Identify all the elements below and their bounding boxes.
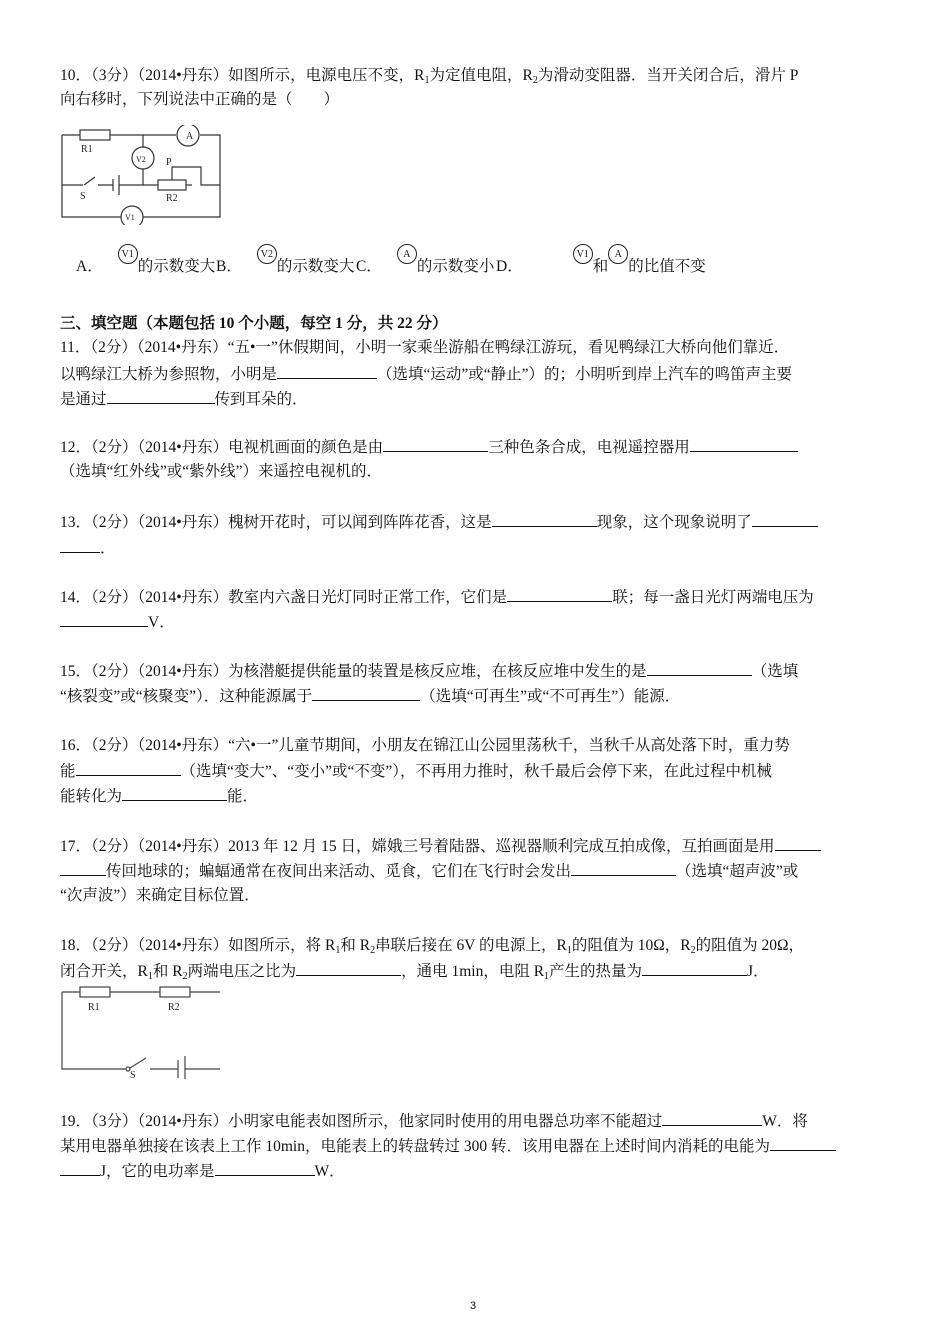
- q16-line2: [60, 761, 772, 782]
- q19-line3: [60, 1161, 345, 1182]
- q17-line2: [60, 861, 798, 882]
- page-number: 3: [470, 1300, 477, 1312]
- text: 以鸭绿江大桥为参照物，小明是: [60, 366, 278, 383]
- option-text: 的示数变大: [276, 258, 355, 275]
- text: 串联后接在 6V 的电源上，R: [375, 937, 567, 954]
- text: 和 R: [152, 963, 183, 980]
- text: 14．（2分）（2014•丹东）教室内六盏日光灯同时正常工作，它们是: [60, 589, 508, 606]
- option-text: 的示数变小: [416, 258, 495, 275]
- label-r2: R2: [166, 193, 178, 204]
- ammeter-icon: A: [397, 244, 417, 264]
- label-r1: R1: [81, 144, 93, 155]
- sub: 1: [424, 75, 430, 86]
- section-heading: 三、填空题（本题包括 10 个小题，每空 1 分，共 22 分）: [60, 315, 448, 332]
- text: 传到耳朵的．: [214, 391, 308, 408]
- answer-blank[interactable]: [60, 612, 148, 627]
- option-a[interactable]: [76, 249, 216, 278]
- q10-line2: 向右移时，下列说法中正确的是（ ）: [60, 91, 340, 108]
- text: （选填“运动”或“静止”）的；小明听到岸上汽车的鸣笛声主要: [377, 366, 793, 383]
- answer-blank[interactable]: [312, 686, 420, 701]
- sub: 2: [370, 945, 376, 956]
- answer-blank[interactable]: [296, 961, 401, 976]
- q15-line1: [60, 661, 798, 682]
- label-p: P: [166, 157, 172, 168]
- voltmeter-v2-icon: V2: [257, 244, 277, 264]
- switch-blade: [130, 1058, 146, 1068]
- label-s: S: [80, 191, 86, 202]
- text: （选填“变大”、“变小”或“不变”），不再用力推时，秋千最后会停下来，在此过程中机械: [180, 763, 773, 780]
- text: 能: [60, 763, 76, 780]
- text: 15．（2分）（2014•丹东）为核潜艇提供能量的装置是核反应堆，在核反应堆中发生的是: [60, 663, 647, 680]
- answer-blank[interactable]: [492, 512, 597, 527]
- option-label: D．: [496, 258, 523, 275]
- q19-line2: [60, 1136, 836, 1157]
- text: 12．（2分）（2014•丹东）电视机画面的颜色是由: [60, 439, 384, 456]
- q11-line2: [60, 364, 792, 385]
- q14-line2: [60, 612, 175, 633]
- text: 19．（3分）（2014•丹东）小明家电能表如图所示，他家同时使用的用电器总功率不能超过: [60, 1113, 663, 1130]
- answer-blank[interactable]: [770, 1136, 836, 1151]
- text: （选填“超声波”或: [676, 863, 799, 880]
- text: 为滑动变阻器．当开关闭合后，滑片 P: [537, 67, 799, 84]
- q13-line1: [60, 512, 818, 533]
- text: 10．（3分）（2014•丹东）如图所示，电源电压不变，R: [60, 67, 425, 84]
- answer-blank-cont[interactable]: [60, 538, 100, 553]
- sub: 2: [532, 75, 538, 86]
- resistor-r1: [80, 130, 110, 140]
- q13-line2: [60, 538, 116, 559]
- label-r2: R2: [168, 1002, 180, 1013]
- option-text: 的比值不变: [628, 258, 706, 275]
- q11-line3: [60, 389, 308, 410]
- text: 为定值电阻，R: [429, 67, 533, 84]
- text: 闭合开关，R: [60, 963, 148, 980]
- answer-blank[interactable]: [647, 661, 752, 676]
- answer-blank-cont[interactable]: [60, 1161, 100, 1176]
- text: 传回地球的；蝙蝠通常在夜间出来活动、觅食，它们在飞行时会发出: [106, 863, 572, 880]
- text: 现象，这个现象说明了: [596, 514, 752, 531]
- label-a: A: [186, 131, 194, 142]
- text: 某用电器单独接在该表上工作 10min，电能表上的转盘转过 300 转．该用电器在上述时间内消耗的电能为: [60, 1138, 770, 1155]
- answer-blank[interactable]: [775, 836, 821, 851]
- option-text: 和: [592, 258, 609, 275]
- voltmeter-v1-icon: V1: [573, 244, 593, 264]
- option-label: B．: [216, 258, 242, 275]
- answer-blank[interactable]: [571, 861, 676, 876]
- text: V．: [148, 614, 175, 631]
- q12-line1: [60, 437, 798, 458]
- option-b[interactable]: [216, 249, 355, 278]
- label-v1: V1: [125, 213, 135, 222]
- text: 18．（2分）（2014•丹东）如图所示，将 R: [60, 937, 336, 954]
- text: 17．（2分）（2014•丹东）2013 年 12 月 15 日，嫦娥三号着陆器、巡视器顺利完成互拍成像，互拍画面是用: [60, 838, 775, 855]
- option-d[interactable]: [496, 249, 706, 278]
- text: “核裂变”或“核聚变”）．这种能源属于: [60, 688, 313, 705]
- sub: 2: [690, 945, 696, 956]
- q10-circuit-diagram: [58, 125, 228, 225]
- text: （选填“可再生”或“不可再生”）能源．: [420, 688, 681, 705]
- q14-line1: [60, 587, 814, 608]
- q16-line3: [60, 786, 258, 807]
- answer-blank[interactable]: [215, 1161, 315, 1176]
- answer-blank[interactable]: [122, 786, 227, 801]
- text: 产生的热量为: [549, 963, 643, 980]
- answer-blank[interactable]: [76, 761, 181, 776]
- text: ，通电 1min，电阻 R: [401, 963, 545, 980]
- resistor-r1: [80, 987, 110, 997]
- q17-line3: “次声波”）来确定目标位置．: [60, 887, 260, 904]
- q11-line1: 11．（2分）（2014•丹东）“五•一”休假期间，小明一家乘坐游船在鸭绿江游玩，看见鸭绿江大桥向他们靠近．: [60, 339, 790, 356]
- text: ．: [100, 540, 116, 557]
- text: 联；每一盏日光灯两端电压为: [612, 589, 814, 606]
- label-v2: V2: [136, 155, 146, 164]
- answer-blank[interactable]: [662, 1111, 762, 1126]
- answer-blank[interactable]: [383, 437, 488, 452]
- answer-blank[interactable]: [690, 437, 798, 452]
- option-c[interactable]: [356, 249, 495, 278]
- text: 的阻值为 20Ω，: [695, 937, 805, 954]
- voltmeter-v1-icon: V1: [118, 244, 138, 264]
- option-label: A．: [76, 258, 103, 275]
- sub: 1: [147, 971, 153, 982]
- sub: 1: [566, 945, 572, 956]
- q18-line2: [60, 961, 769, 982]
- label-s: S: [130, 1070, 136, 1079]
- text: （选填: [751, 663, 799, 680]
- text: 和 R: [340, 937, 371, 954]
- answer-blank[interactable]: [642, 961, 747, 976]
- text: J，它的电功率是: [100, 1163, 215, 1180]
- text: 三种色条合成，电视遥控器用: [488, 439, 690, 456]
- text: W．: [314, 1163, 345, 1180]
- q17-line1: [60, 836, 821, 857]
- q10-line1: [60, 66, 798, 86]
- q16-line1: 16．（2分）（2014•丹东）“六•一”儿童节期间，小朋友在锦江山公园里荡秋千，当秋千从高处落下时，重力势: [60, 737, 790, 754]
- q18-line1: [60, 936, 804, 956]
- resistor-r2: [160, 987, 190, 997]
- option-text: 的示数变大: [137, 258, 216, 275]
- answer-blank[interactable]: [107, 389, 215, 404]
- sub: 2: [182, 971, 188, 982]
- sub: 1: [544, 971, 550, 982]
- answer-blank[interactable]: [507, 587, 612, 602]
- answer-blank[interactable]: [277, 364, 377, 379]
- text: 的阻值为 10Ω，R: [571, 937, 691, 954]
- text: 13．（2分）（2014•丹东）槐树开花时，可以闻到阵阵花香，这是: [60, 514, 492, 531]
- q19-line1: [60, 1111, 808, 1132]
- text: 能转化为: [60, 788, 123, 805]
- ammeter-icon: A: [608, 244, 628, 264]
- q18-circuit-diagram: [58, 984, 228, 1079]
- text: J．: [747, 963, 769, 980]
- q12-line2: （选填“红外线”或“紫外线”）来遥控电视机的．: [60, 463, 383, 480]
- label-r1: R1: [88, 1002, 100, 1013]
- answer-blank[interactable]: [752, 512, 818, 527]
- text: 两端电压之比为: [187, 963, 297, 980]
- answer-blank-cont[interactable]: [60, 861, 106, 876]
- rheostat-r2: [158, 180, 186, 190]
- sub: 1: [335, 945, 341, 956]
- text: 能．: [227, 788, 259, 805]
- text: W．将: [762, 1113, 808, 1130]
- option-label: C．: [356, 258, 382, 275]
- text: 是通过: [60, 391, 107, 408]
- q15-line2: [60, 686, 680, 707]
